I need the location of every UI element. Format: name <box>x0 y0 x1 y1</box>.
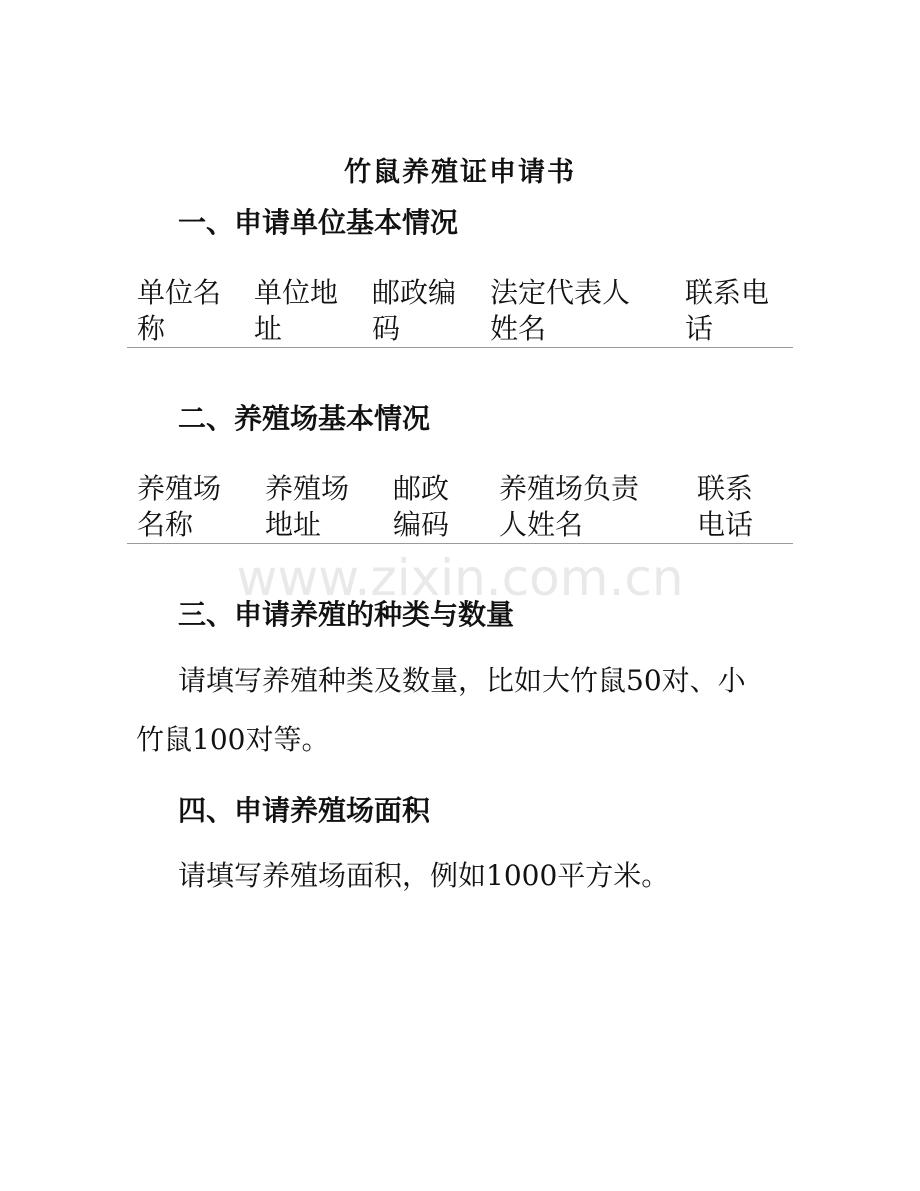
section-heading-applicant: 一、申请单位基本情况 <box>178 206 459 239</box>
section-heading-species-quantity: 三、申请养殖的种类与数量 <box>178 598 515 631</box>
column-header-farm-name: 养殖场 名称 <box>137 472 222 541</box>
document-title: 竹鼠养殖证申请书 <box>344 157 576 188</box>
column-header-legal-representative: 法定代表人 姓名 <box>490 276 631 345</box>
table-header-row <box>127 471 793 543</box>
column-header-postal-code: 邮政编 码 <box>372 276 457 345</box>
area-instruction-line: 请填写养殖场面积，例如1000平方米。 <box>178 859 670 892</box>
applicant-info-table <box>127 275 793 348</box>
column-header-contact-phone: 联系 电话 <box>697 472 754 541</box>
column-header-farm-manager: 养殖场负责 人姓名 <box>499 472 640 541</box>
species-instruction-line1: 请填写养殖种类及数量，比如大竹鼠50对、小 <box>178 664 746 697</box>
species-instruction-line2: 竹鼠100对等。 <box>136 723 330 756</box>
farm-info-table <box>127 471 793 544</box>
column-header-unit-address: 单位地 址 <box>254 276 339 345</box>
section-heading-farm-area: 四、申请养殖场面积 <box>178 794 431 827</box>
column-header-postal-code: 邮政 编码 <box>393 472 450 541</box>
table-header-row <box>127 275 793 347</box>
section-heading-farm: 二、养殖场基本情况 <box>178 402 431 435</box>
watermark-text: www.zixin.com.cn <box>236 549 684 607</box>
column-header-contact-phone: 联系电 话 <box>685 276 770 345</box>
column-header-unit-name: 单位名 称 <box>137 276 222 345</box>
column-header-farm-address: 养殖场 地址 <box>265 472 350 541</box>
